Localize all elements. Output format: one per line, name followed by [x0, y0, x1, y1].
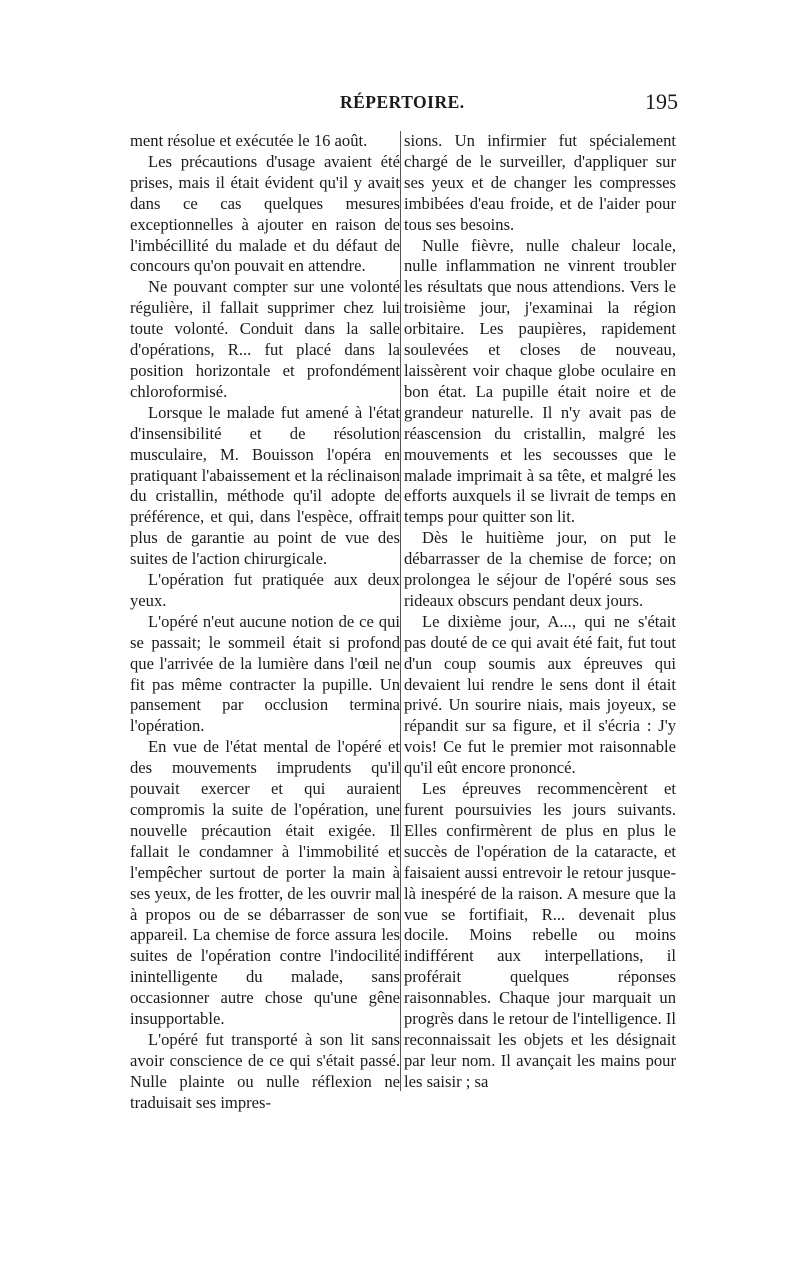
paragraph: sions. Un infirmier fut spécialement chargé de le surveiller, d'appliquer sur ses yeux et de changer les compresses imbibées d'eau froide, et de l'aider pour tous ses besoins.: [404, 131, 676, 234]
running-header: [130, 89, 678, 120]
paragraph: ment résolue et exécutée le 16 août.: [130, 131, 368, 150]
paragraph: Dès le huitième jour, on put le débarrasser de la chemise de force; on prolongea le séjour de l'opéré sous ses rideaux obscurs pendant deux jours.: [404, 528, 676, 610]
paragraph: L'opéré fut transporté à son lit sans avoir conscience de ce qui s'était passé. Nulle plainte ou nulle réflexion ne traduisait ses impres-: [130, 1029, 400, 1112]
right-column: [404, 131, 676, 1093]
running-title: RÉPERTOIRE.: [340, 92, 465, 112]
paragraph: Les précautions d'usage avaient été prises, mais il était évident qu'il y avait dans ce cas quelques mesures exceptionnelles à ajouter en raison de l'imbécillité du malade et du défaut de concours qu'on pouvait en attendre.: [130, 151, 400, 276]
page-number: 195: [645, 89, 678, 114]
paragraph: Lorsque le malade fut amené à l'état d'insensibilité et de résolution musculaire, M. Bouisson l'opéra en pratiquant l'abaissement et la réclinaison du cristallin, méthode qu'il adopte de préférence, et qui, dans l'espèce, offrait plus de garantie au point de vue des suites de l'action chirurgicale.: [130, 402, 400, 569]
paragraph: L'opéré n'eut aucune notion de ce qui se passait; le sommeil était si profond que l'arrivée de la lumière dans l'œil ne fit pas même contracter la pupille. Un pansement par occlusion termina l'opération.: [130, 611, 400, 736]
paragraph: Le dixième jour, A..., qui ne s'était pas douté de ce qui avait été fait, fut tout d'un coup soumis aux épreuves qui devaient lui rendre le sens dont il était privé. Un sourire niais, mais joyeux, se répandit sur sa figure, et il s'écria : J'y vois! Ce fut le premier mot raisonnable qu'il eût encore prononcé.: [404, 611, 676, 778]
paragraph: Ne pouvant compter sur une volonté régulière, il fallait supprimer chez lui toute volonté. Conduit dans la salle d'opérations, R... fut placé dans la position horizontale et profondément chloroformisé.: [130, 277, 400, 401]
paragraph: L'opération fut pratiquée aux deux yeux.: [130, 570, 400, 610]
paragraph: Les épreuves recommencèrent et furent poursuivies les jours suivants. Elles confirmèrent de plus en plus le succès de l'opération de la cataracte, et faisaient aussi entrevoir le retour jusque-là inespéré de la raison. A mesure que la vue se fortifiait, R... devenait plus docile. Moins rebelle ou moins indifférent aux interpellations, il proférait quelques réponses raisonnables. Chaque jour marquait un progrès dans le retour de l'intelligence. Il reconnaissait les objets et les désignait par leur nom. Il avançait les mains pour les saisir ; sa: [404, 779, 676, 1091]
paragraph: En vue de l'état mental de l'opéré et des mouvements imprudents qu'il pouvait exercer et qui auraient compromis la suite de l'opération, une nouvelle précaution était exigée. Il fallait le condamner à l'immobilité et l'empêcher surtout de porter la main à ses yeux, de les frotter, de les ouvrir mal à propos ou de se débarrasser de son appareil. La chemise de force assura les suites de l'opération contre l'indocilité inintelligente du malade, sans occasionner autre chose qu'une gêne insupportable.: [130, 737, 400, 1029]
left-column: [130, 131, 400, 1114]
paragraph: Nulle fièvre, nulle chaleur locale, nulle inflammation ne vinrent troubler les résultats que nous attendions. Vers le troisième jour, j'examinai la région orbitaire. Les paupières, rapidement soulevées et closes de nouveau, laissèrent voir chaque globe oculaire en bon état. La pupille était noire et de grandeur naturelle. Il n'y avait pas de réascension du cristallin, malgré les mouvements et les secousses que le malade imprimait à sa tête, et malgré les efforts auxquels il se livrait de temps en temps pour quitter son lit.: [404, 235, 676, 527]
column-divider: [400, 131, 401, 1091]
